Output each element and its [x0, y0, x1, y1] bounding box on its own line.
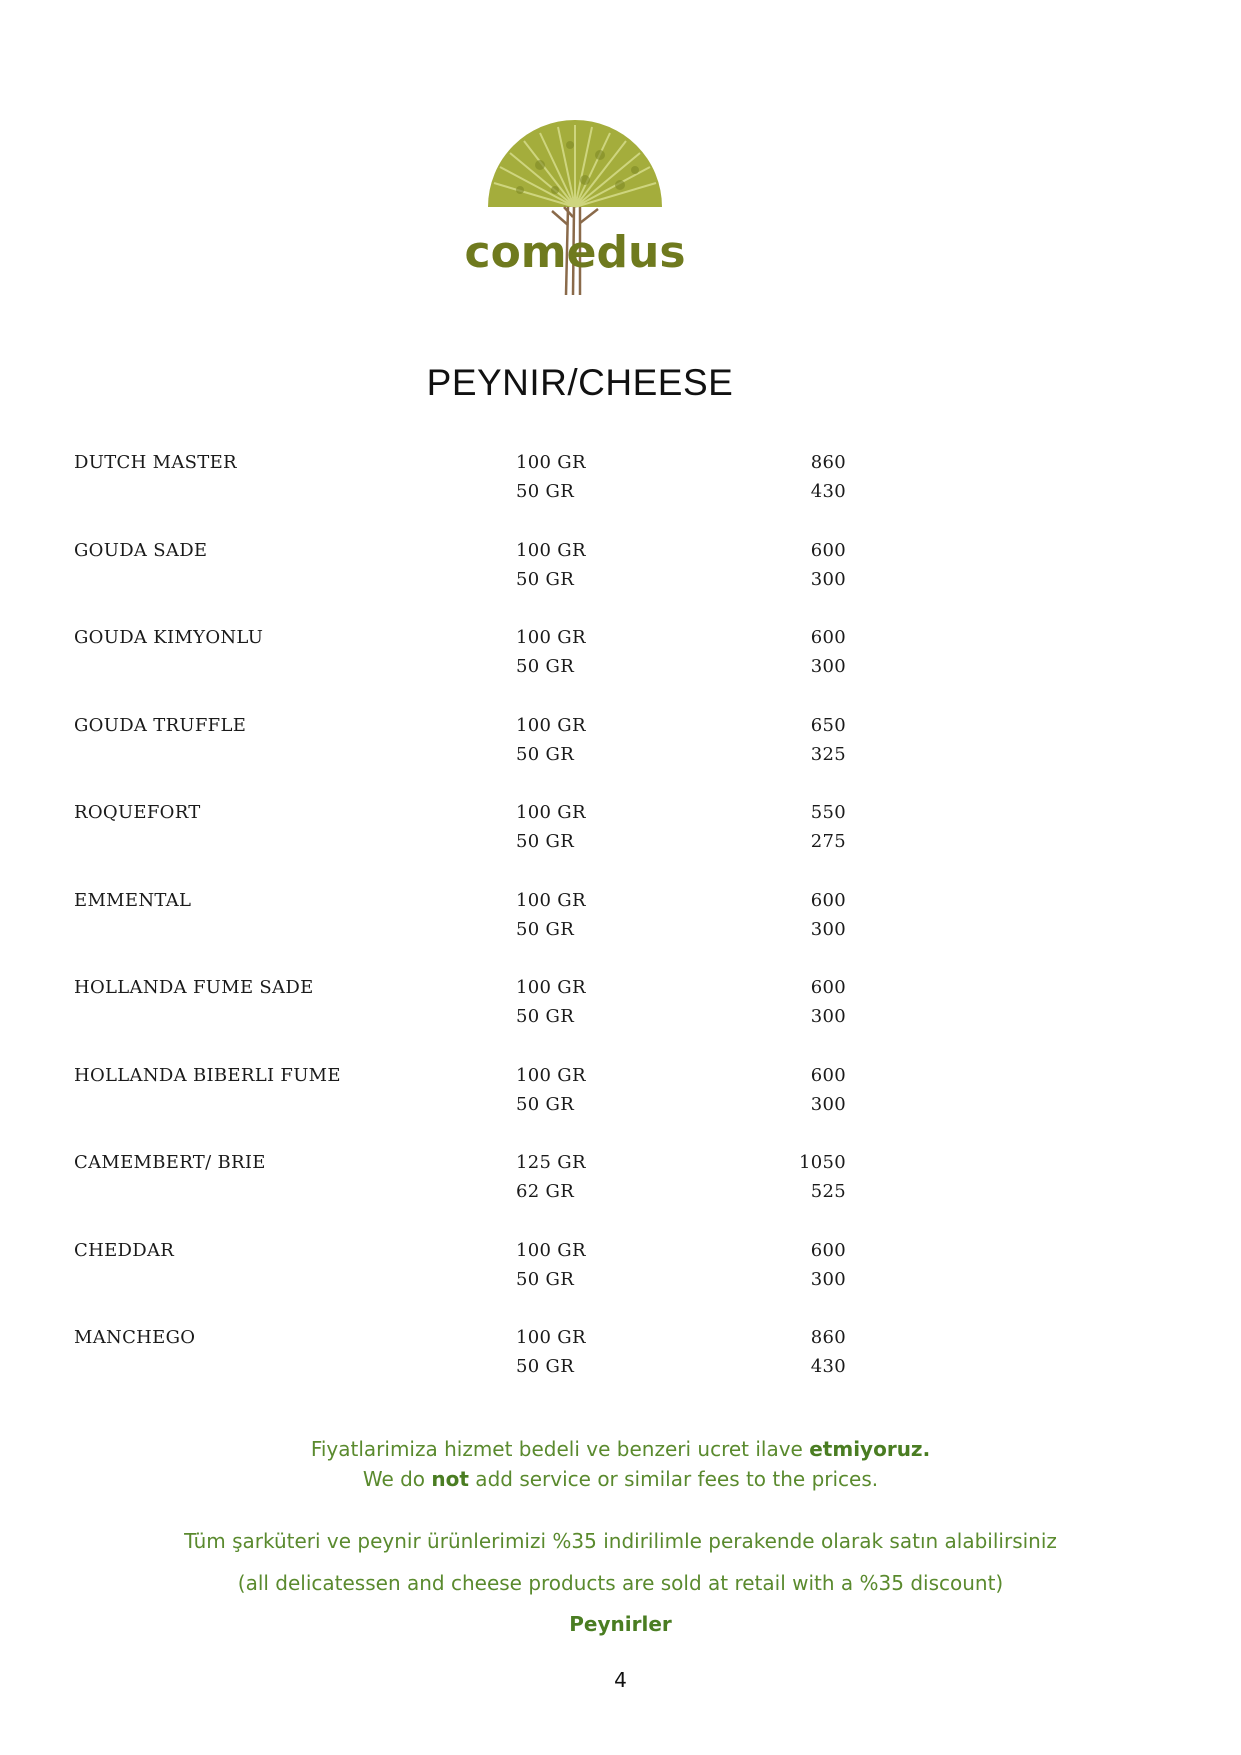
item-price: 600 [810, 539, 846, 561]
item-portion: 50 GR [516, 1356, 575, 1377]
menu-item-row [0, 1327, 1241, 1356]
menu-item-row [0, 1356, 1241, 1385]
item-name: CHEDDAR [74, 1239, 175, 1261]
item-price: 860 [810, 1327, 846, 1348]
item-price: 430 [810, 1356, 846, 1377]
menu-item [0, 802, 1241, 890]
item-price: 300 [810, 1006, 846, 1027]
fee-note-tr-emphasis: etmiyoruz. [809, 1437, 931, 1461]
item-portion: 100 GR [516, 1327, 586, 1348]
item-price: 300 [810, 918, 846, 940]
menu-item [0, 627, 1241, 715]
item-name: GOUDA KIMYONLU [74, 627, 264, 648]
menu-item-row [0, 1269, 1241, 1298]
item-portion: 50 GR [516, 743, 575, 765]
item-name: CAMEMBERT/ BRIE [74, 1152, 266, 1173]
menu-item-row [0, 1065, 1241, 1094]
menu-item-row [0, 744, 1241, 773]
item-name: HOLLANDA FUME SADE [74, 977, 314, 998]
menu-item-row [0, 569, 1241, 598]
item-price: 300 [810, 656, 846, 677]
item-price: 325 [810, 743, 846, 765]
item-price: 550 [810, 802, 846, 823]
item-portion: 62 GR [516, 1181, 575, 1202]
item-price: 600 [810, 977, 846, 998]
menu-item-row [0, 919, 1241, 948]
fee-note-tr [0, 1437, 1241, 1461]
menu-item [0, 452, 1241, 540]
item-portion: 50 GR [516, 656, 575, 677]
item-portion: 100 GR [516, 802, 586, 823]
item-price: 1050 [798, 1152, 846, 1173]
fee-note-en-prefix: We do [362, 1467, 432, 1491]
item-portion: 50 GR [516, 1093, 575, 1115]
item-portion: 50 GR [516, 1006, 575, 1027]
item-name: MANCHEGO [74, 1327, 196, 1348]
item-portion: 50 GR [516, 918, 575, 940]
item-portion: 50 GR [516, 481, 575, 502]
menu-item [0, 715, 1241, 803]
item-name: ROQUEFORT [74, 802, 201, 823]
menu-item-row [0, 1152, 1241, 1181]
menu-item [0, 1065, 1241, 1153]
menu-item [0, 1152, 1241, 1240]
item-portion: 100 GR [516, 714, 586, 736]
item-price: 430 [810, 481, 846, 502]
menu-item-row [0, 481, 1241, 510]
menu-item-row [0, 802, 1241, 831]
menu-item [0, 977, 1241, 1065]
cheese-price-list [0, 452, 1241, 1415]
fee-note-en [0, 1467, 1241, 1491]
item-portion: 100 GR [516, 889, 586, 911]
item-portion: 100 GR [516, 1239, 586, 1261]
brand-logo [464, 95, 686, 295]
menu-item-row [0, 715, 1241, 744]
brand-wordmark: comedus [464, 227, 686, 278]
menu-item-row [0, 1181, 1241, 1210]
item-portion: 125 GR [516, 1152, 586, 1173]
fee-note-en-emphasis: not [431, 1467, 469, 1491]
discount-note-en: (all delicatessen and cheese products are sold at retail with a %35 discount) [237, 1571, 1004, 1595]
menu-item [0, 1327, 1241, 1415]
menu-item-row [0, 890, 1241, 919]
item-price: 600 [810, 1239, 846, 1261]
menu-item [0, 890, 1241, 978]
item-price: 300 [810, 1093, 846, 1115]
item-portion: 100 GR [516, 627, 586, 648]
tree-logo-icon [464, 95, 686, 295]
item-name: HOLLANDA BIBERLI FUME [74, 1064, 341, 1086]
menu-item-row [0, 627, 1241, 656]
menu-item-row [0, 1094, 1241, 1123]
item-price: 600 [810, 1064, 846, 1086]
item-price: 600 [810, 627, 846, 648]
item-name: GOUDA TRUFFLE [74, 714, 247, 736]
discount-note-tr: Tüm şarküteri ve peynir ürünlerimizi %35 indirilimle perakende olarak satın alabilirsiniz [184, 1529, 1057, 1553]
page-title: PEYNIR/CHEESE [426, 362, 734, 403]
item-name: GOUDA SADE [74, 539, 208, 561]
menu-item-row [0, 540, 1241, 569]
menu-item-row [0, 977, 1241, 1006]
menu-item-row [0, 656, 1241, 685]
item-portion: 50 GR [516, 831, 575, 852]
item-price: 650 [810, 714, 846, 736]
item-price: 275 [810, 831, 846, 852]
menu-item-row [0, 831, 1241, 860]
item-name: EMMENTAL [74, 889, 192, 911]
menu-item-row [0, 452, 1241, 481]
item-portion: 50 GR [516, 568, 575, 590]
fee-note-tr-text: Fiyatlarimiza hizmet bedeli ve benzeri ucret ilave [310, 1437, 810, 1461]
menu-item [0, 1240, 1241, 1328]
item-price: 300 [810, 568, 846, 590]
menu-item-row [0, 1240, 1241, 1269]
item-price: 600 [810, 889, 846, 911]
menu-item [0, 540, 1241, 628]
item-price: 300 [810, 1268, 846, 1290]
item-portion: 100 GR [516, 452, 586, 473]
item-price: 860 [810, 452, 846, 473]
menu-item-row [0, 1006, 1241, 1035]
item-portion: 100 GR [516, 977, 586, 998]
item-price: 525 [810, 1181, 846, 1202]
fee-note-en-suffix: add service or similar fees to the prices. [468, 1467, 879, 1491]
section-label: Peynirler [569, 1612, 672, 1636]
item-portion: 50 GR [516, 1268, 575, 1290]
page-number: 4 [614, 1668, 627, 1692]
item-portion: 100 GR [516, 539, 586, 561]
item-portion: 100 GR [516, 1064, 586, 1086]
item-name: DUTCH MASTER [74, 452, 237, 473]
